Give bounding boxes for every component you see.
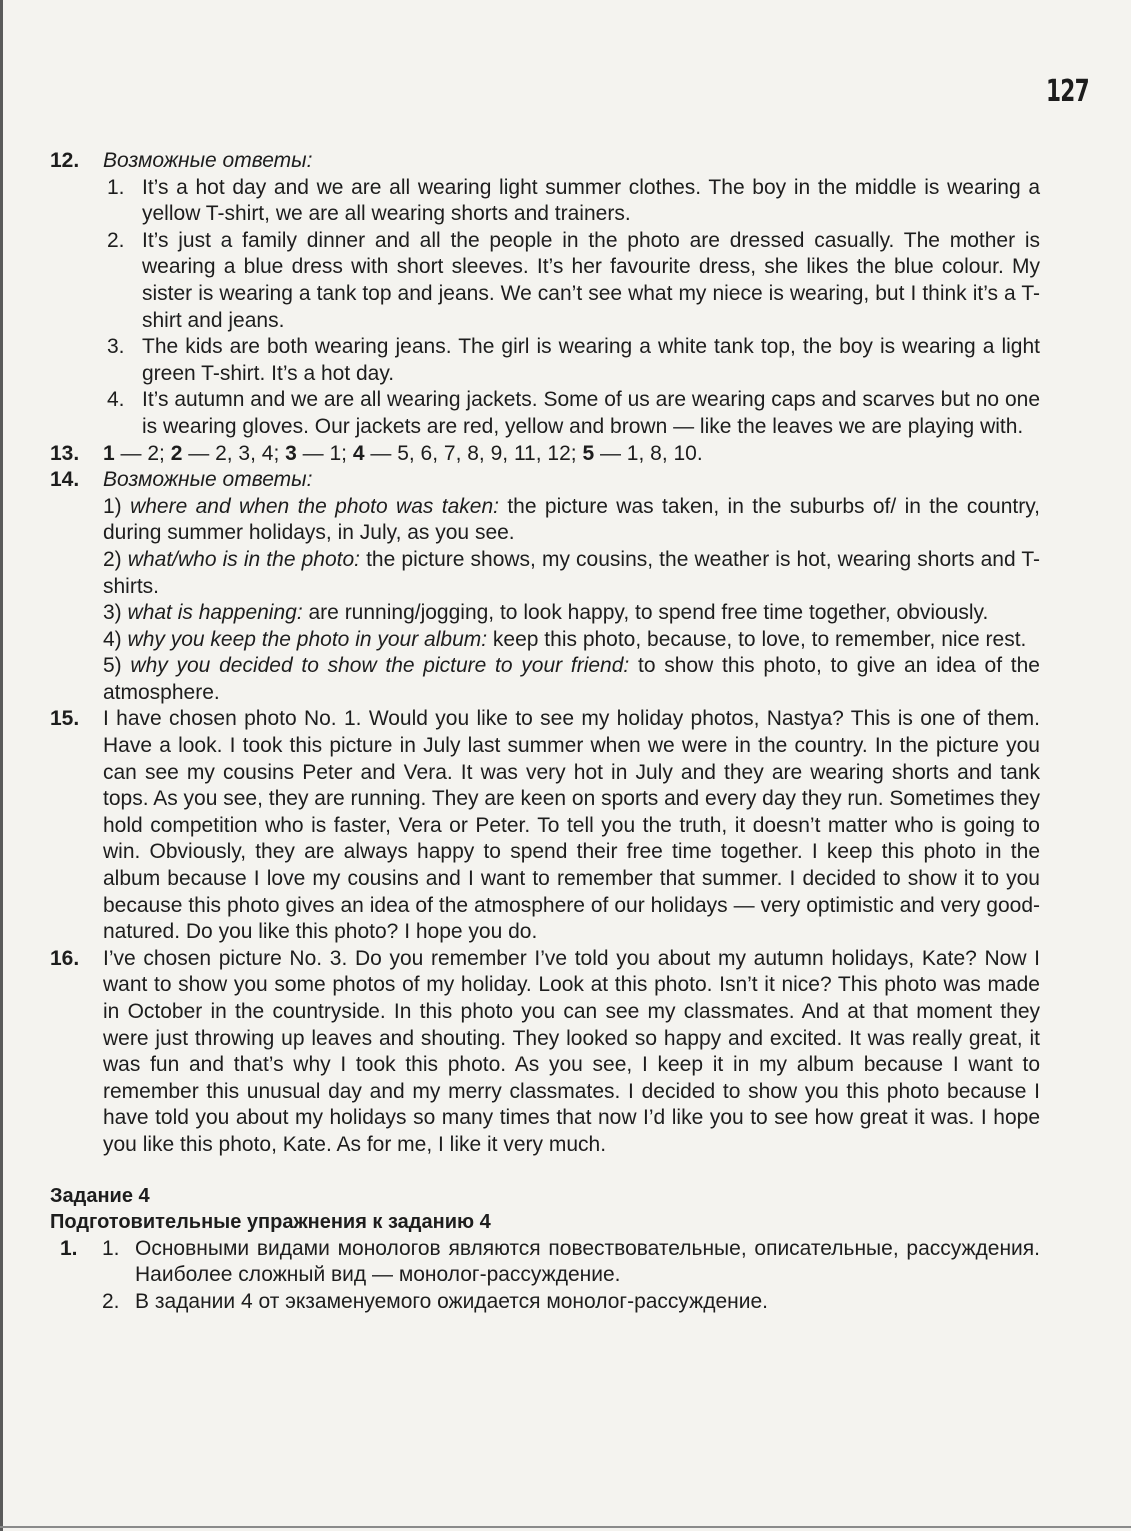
exercise-16 xyxy=(50,946,1040,1159)
exercise-12 xyxy=(50,148,1040,441)
key-value: — 2, 3, 4; xyxy=(182,441,286,465)
exercise-number: 14. xyxy=(50,468,80,492)
item-text: It’s a hot day and we are all wearing light summer clothes. The boy in the middle is wearing a yellow T-shirt, we are all wearing shorts and trainers. xyxy=(142,175,1040,226)
exercise-15 xyxy=(50,706,1040,945)
answer-item xyxy=(103,653,1040,706)
key-value: — 2; xyxy=(114,441,171,465)
exercise-number: 1. xyxy=(60,1236,78,1260)
answer-item xyxy=(107,387,1040,440)
item-number: 4. xyxy=(107,388,125,412)
item-number: 2. xyxy=(102,1289,120,1313)
item-answer: the picture was taken, in the suburbs of/ in the country, during summer holidays, in July, as you see. xyxy=(103,494,1040,545)
item-question: why you decided to show the picture to your friend: xyxy=(130,654,630,678)
answer-key-line xyxy=(103,442,703,465)
key-value: — 1; xyxy=(296,441,353,465)
exercise-14 xyxy=(50,467,1040,706)
item-answer: keep this photo, because, to love, to remember, nice rest. xyxy=(487,627,1027,651)
page-bottom-edge xyxy=(0,1526,1131,1528)
exercise-13 xyxy=(50,441,1040,468)
key-number: 3 xyxy=(285,441,297,465)
task4-exercise-1 xyxy=(50,1236,1040,1316)
answer-item xyxy=(103,627,1040,654)
item-text: It’s autumn and we are all wearing jackets. Some of us are wearing caps and scarves but no one is wearing gloves. Our jackets are red, yellow and brown — like the leaves we are playing with. xyxy=(142,388,1040,438)
item-number: 5) xyxy=(103,654,122,678)
exercise-number: 12. xyxy=(50,149,80,172)
exercise-number: 16. xyxy=(50,946,80,970)
answer-item xyxy=(103,600,1040,627)
item-question: what is happening: xyxy=(127,601,303,625)
key-value: — 5, 6, 7, 8, 9, 11, 12; xyxy=(364,441,583,465)
section-title: Задание 4 xyxy=(50,1184,150,1207)
item-number: 3) xyxy=(103,601,122,625)
exercise-text: I have chosen photo No. 1. Would you like to see my holiday photos, Nastya? This is one of them. Have a look. I took this picture in July last summer when we were in the country. In the picture you can see my cousins Peter and Vera. It was very hot in July and they are wearing shorts and tank tops. As you see, they are running. They are keen on sports and every day they run. Sometimes they hold competition who is faster, Vera or Peter. To tell you the truth, it doesn’t matter who is going to win. Obviously, they are always happy to spend their free time together. I keep this photo in the album because I love my cousins and I want to remember that summer. I decided to show it to you because this photo gives an idea of the atmosphere of our holidays — very optimistic and very good-natured. Do you like this photo? I hope you do. xyxy=(103,707,1040,944)
key-number: 1 xyxy=(103,441,115,465)
item-question: why you keep the photo in your album: xyxy=(127,627,488,651)
item-number: 4) xyxy=(103,627,122,651)
item-text: Основными видами монологов являются повествовательные, описательные, рассуждения. Наиболее сложный вид — монолог-рассуждение. xyxy=(135,1236,1040,1287)
item-number: 2. xyxy=(107,228,125,252)
item-number: 1. xyxy=(102,1236,120,1260)
item-answer: to show this photo, to give an idea of the atmosphere. xyxy=(103,654,1040,704)
key-number: 5 xyxy=(582,441,595,465)
exercise-heading: Возможные ответы: xyxy=(103,149,313,172)
item-text: В задании 4 от экзаменуемого ожидается монолог-рассуждение. xyxy=(135,1289,768,1313)
exercise-text: I’ve chosen picture No. 3. Do you remember I’ve told you about my autumn holidays, Kate? Now I want to show you some photos of my holiday. Look at this photo. Isn’t it nice? This photo was made in October in the countryside. In this photo you can see my classmates. And at that moment they were just throwing up leaves and shouting. They looked so happy and excited. It was really great, it was fun and that’s why I took this photo. As you see, I keep it in my album because I want to remember this unusual day and my merry classmates. I decided to show you this photo because I have told you about my holidays so many times that now I’d like you to see how great it was. I hope you like this photo, Kate. As for me, I like it very much. xyxy=(103,946,1040,1156)
item-number: 3. xyxy=(107,335,125,359)
answer-item xyxy=(107,334,1040,387)
page-left-edge xyxy=(0,0,3,1531)
key-number: 4 xyxy=(352,441,365,465)
answer-item xyxy=(107,228,1040,334)
key-value: — 1, 8, 10. xyxy=(594,441,703,465)
item-question: what/who is in the photo: xyxy=(127,547,360,571)
section-subtitle: Подготовительные упражнения к заданию 4 xyxy=(50,1211,491,1234)
answer-item xyxy=(103,547,1040,600)
item-question: where and when the photo was taken: xyxy=(130,494,499,518)
key-number: 2 xyxy=(170,441,183,465)
page-content xyxy=(50,148,1040,1316)
item-number: 1. xyxy=(107,175,125,199)
item-number: 1) xyxy=(103,494,122,518)
item-number: 2) xyxy=(103,547,122,571)
item-answer: are running/jogging, to look happy, to spend free time together, obviously. xyxy=(302,601,989,625)
exercise-heading: Возможные ответы: xyxy=(103,468,313,492)
item-text: The kids are both wearing jeans. The girl is wearing a white tank top, the boy is wearing a light green T-shirt. It’s a hot day. xyxy=(142,335,1040,385)
answer-item xyxy=(102,1236,1040,1289)
answer-item xyxy=(102,1289,1040,1316)
item-text: It’s just a family dinner and all the people in the photo are dressed casually. The mother is wearing a blue dress with short sleeves. It’s her favourite dress, she likes the blue colour. My sister is wearing a tank top and jeans. We can’t see what my niece is wearing, but I think it’s a T-shirt and jeans. xyxy=(142,228,1040,332)
exercise-number: 13. xyxy=(50,441,80,465)
exercise-number: 15. xyxy=(50,707,80,731)
page-number: 127 xyxy=(1046,74,1089,109)
item-answer: the picture shows, my cousins, the weather is hot, wearing shorts and T-shirts. xyxy=(103,547,1041,598)
answer-item xyxy=(103,494,1040,547)
answer-item xyxy=(107,175,1040,228)
